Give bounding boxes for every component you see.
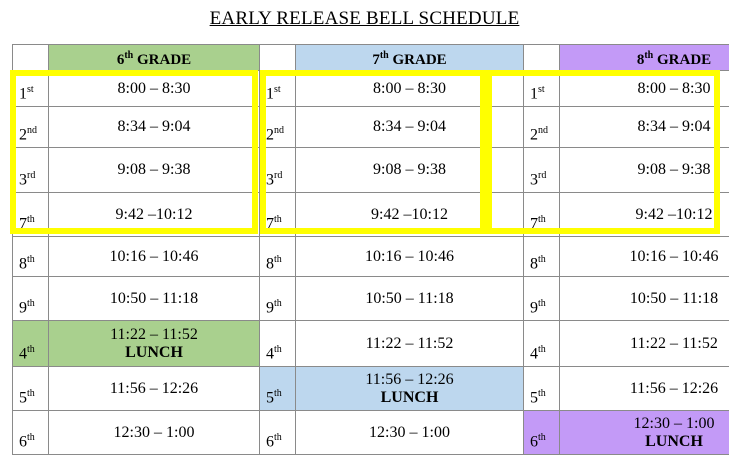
time-cell xyxy=(49,107,260,148)
time-range: 9:42 –10:12 xyxy=(635,205,713,223)
time-cell xyxy=(560,277,729,321)
time-range: 10:16 – 10:46 xyxy=(629,247,719,265)
time-cell xyxy=(296,277,524,321)
time-range: 10:16 – 10:46 xyxy=(365,247,454,265)
lunch-label: LUNCH xyxy=(125,343,183,361)
period-suffix: rd xyxy=(538,169,547,181)
schedule-row xyxy=(13,237,729,277)
period-header-8 xyxy=(524,45,560,71)
period-cell xyxy=(260,237,296,277)
period-suffix: rd xyxy=(27,169,36,181)
period-number: 6 xyxy=(19,433,27,450)
period-suffix: th xyxy=(27,343,35,355)
period-number: 6 xyxy=(530,433,538,450)
schedule-row xyxy=(13,321,729,367)
time-cell xyxy=(560,71,729,107)
time-range: 9:08 – 9:38 xyxy=(373,161,446,178)
period-header-6 xyxy=(13,45,49,71)
time-cell xyxy=(49,411,260,455)
period-number: 3 xyxy=(530,171,538,188)
schedule-row xyxy=(13,193,729,237)
schedule-row xyxy=(13,411,729,455)
period-cell xyxy=(13,237,49,277)
time-cell xyxy=(560,321,729,367)
time-range: 8:00 – 8:30 xyxy=(637,79,711,97)
period-suffix: st xyxy=(274,83,281,95)
time-range: 12:30 – 1:00 xyxy=(369,423,450,441)
period-number: 7 xyxy=(530,215,538,232)
lunch-label: LUNCH xyxy=(645,432,703,450)
period-suffix: rd xyxy=(274,169,283,181)
time-range: 9:42 –10:12 xyxy=(371,205,448,223)
time-cell xyxy=(296,321,524,367)
period-cell xyxy=(260,277,296,321)
period-suffix: nd xyxy=(27,124,37,136)
period-suffix: th xyxy=(538,253,546,265)
period-number: 5 xyxy=(530,389,538,406)
time-range: 9:08 – 9:38 xyxy=(637,161,711,178)
schedule-row xyxy=(13,367,729,411)
schedule-title: EARLY RELEASE BELL SCHEDULE xyxy=(209,8,520,29)
period-suffix: nd xyxy=(538,124,548,136)
period-cell xyxy=(13,411,49,455)
period-cell xyxy=(260,321,296,367)
period-number: 8 xyxy=(19,255,27,272)
period-cell xyxy=(13,71,49,107)
time-range: 10:50 – 11:18 xyxy=(629,289,719,307)
time-cell xyxy=(560,107,729,148)
time-range: 12:30 – 1:00 xyxy=(113,423,195,441)
period-suffix: th xyxy=(274,297,282,309)
schedule-row xyxy=(13,107,729,148)
grade-6-header: 6th GRADE xyxy=(49,45,260,71)
time-cell xyxy=(49,277,260,321)
period-suffix: th xyxy=(538,343,546,355)
period-number: 7 xyxy=(19,215,27,232)
time-range: 8:00 – 8:30 xyxy=(373,79,446,97)
time-range: 9:42 –10:12 xyxy=(115,205,193,223)
period-cell xyxy=(524,367,560,411)
period-suffix: th xyxy=(274,343,282,355)
period-number: 9 xyxy=(19,299,27,316)
time-range: 11:22 – 11:52 xyxy=(630,334,718,352)
period-suffix: th xyxy=(27,213,35,225)
time-range: 8:34 – 9:04 xyxy=(373,118,446,135)
period-cell xyxy=(13,148,49,193)
time-cell xyxy=(560,237,729,277)
period-number: 9 xyxy=(266,299,274,316)
time-cell xyxy=(296,148,524,193)
time-range: 11:56 – 12:26 xyxy=(629,379,719,397)
period-suffix: th xyxy=(274,253,282,265)
lunch-time-cell xyxy=(296,367,524,411)
period-suffix: th xyxy=(538,297,546,309)
time-range: 9:08 – 9:38 xyxy=(117,161,191,178)
period-number: 8 xyxy=(266,255,274,272)
lunch-label: LUNCH xyxy=(380,388,439,406)
period-number: 3 xyxy=(266,171,274,188)
period-suffix: st xyxy=(27,83,34,95)
period-number: 1 xyxy=(19,85,27,102)
period-cell xyxy=(260,148,296,193)
period-suffix: th xyxy=(27,253,35,265)
time-range: 8:00 – 8:30 xyxy=(117,79,191,97)
period-number: 6 xyxy=(266,433,274,450)
period-cell xyxy=(524,277,560,321)
period-number: 4 xyxy=(266,345,274,362)
period-number: 4 xyxy=(530,345,538,362)
period-number: 8 xyxy=(530,255,538,272)
period-cell xyxy=(260,71,296,107)
time-cell xyxy=(560,367,729,411)
time-range: 12:30 – 1:00 xyxy=(633,414,715,432)
period-number: 2 xyxy=(530,126,538,143)
time-range: 11:22 – 11:52 xyxy=(110,325,198,343)
time-cell xyxy=(49,237,260,277)
time-cell xyxy=(560,193,729,237)
period-number: 9 xyxy=(530,299,538,316)
period-suffix: th xyxy=(274,387,282,399)
schedule-row xyxy=(13,71,729,107)
period-suffix: th xyxy=(274,213,282,225)
time-cell xyxy=(49,148,260,193)
period-number: 5 xyxy=(19,389,27,406)
time-cell xyxy=(296,411,524,455)
time-range: 10:16 – 10:46 xyxy=(109,247,199,265)
period-number: 1 xyxy=(530,85,538,102)
period-cell xyxy=(13,193,49,237)
period-suffix: nd xyxy=(274,124,284,136)
period-number: 2 xyxy=(266,126,274,143)
time-range: 8:34 – 9:04 xyxy=(637,118,711,135)
time-cell xyxy=(49,367,260,411)
lunch-time-cell xyxy=(49,321,260,367)
time-cell xyxy=(296,237,524,277)
period-suffix: th xyxy=(27,387,35,399)
period-cell xyxy=(13,367,49,411)
period-cell xyxy=(524,193,560,237)
schedule-row xyxy=(13,277,729,321)
period-suffix: th xyxy=(538,431,546,443)
period-header-7 xyxy=(260,45,296,71)
time-range: 11:22 – 11:52 xyxy=(365,334,454,352)
grade-8-header: 8th GRADE xyxy=(560,45,729,71)
time-cell xyxy=(560,148,729,193)
time-cell xyxy=(296,193,524,237)
lunch-time-cell xyxy=(560,411,729,455)
period-number: 2 xyxy=(19,126,27,143)
period-number: 7 xyxy=(266,215,274,232)
bell-schedule-table xyxy=(12,44,729,455)
period-suffix: th xyxy=(27,431,35,443)
time-cell xyxy=(49,193,260,237)
period-suffix: th xyxy=(27,297,35,309)
period-cell xyxy=(260,411,296,455)
period-cell xyxy=(13,321,49,367)
period-cell xyxy=(524,237,560,277)
time-range: 10:50 – 11:18 xyxy=(365,289,454,307)
period-suffix: st xyxy=(538,83,545,95)
period-number: 5 xyxy=(266,389,274,406)
period-cell xyxy=(524,107,560,148)
time-cell xyxy=(296,107,524,148)
header-row xyxy=(13,45,729,71)
period-number: 1 xyxy=(266,85,274,102)
period-suffix: th xyxy=(274,431,282,443)
time-range: 11:56 – 12:26 xyxy=(365,370,454,388)
time-range: 8:34 – 9:04 xyxy=(117,118,191,135)
period-cell xyxy=(260,193,296,237)
period-suffix: th xyxy=(538,213,546,225)
schedule-row xyxy=(13,148,729,193)
grade-7-header: 7th GRADE xyxy=(296,45,524,71)
period-cell xyxy=(524,148,560,193)
period-cell xyxy=(260,107,296,148)
period-cell xyxy=(524,411,560,455)
time-cell xyxy=(49,71,260,107)
time-range: 10:50 – 11:18 xyxy=(109,289,199,307)
period-cell xyxy=(524,321,560,367)
period-cell xyxy=(524,71,560,107)
period-cell xyxy=(260,367,296,411)
time-cell xyxy=(296,71,524,107)
period-cell xyxy=(13,277,49,321)
period-cell xyxy=(13,107,49,148)
time-range: 11:56 – 12:26 xyxy=(109,379,199,397)
period-number: 4 xyxy=(19,345,27,362)
period-suffix: th xyxy=(538,387,546,399)
period-number: 3 xyxy=(19,171,27,188)
